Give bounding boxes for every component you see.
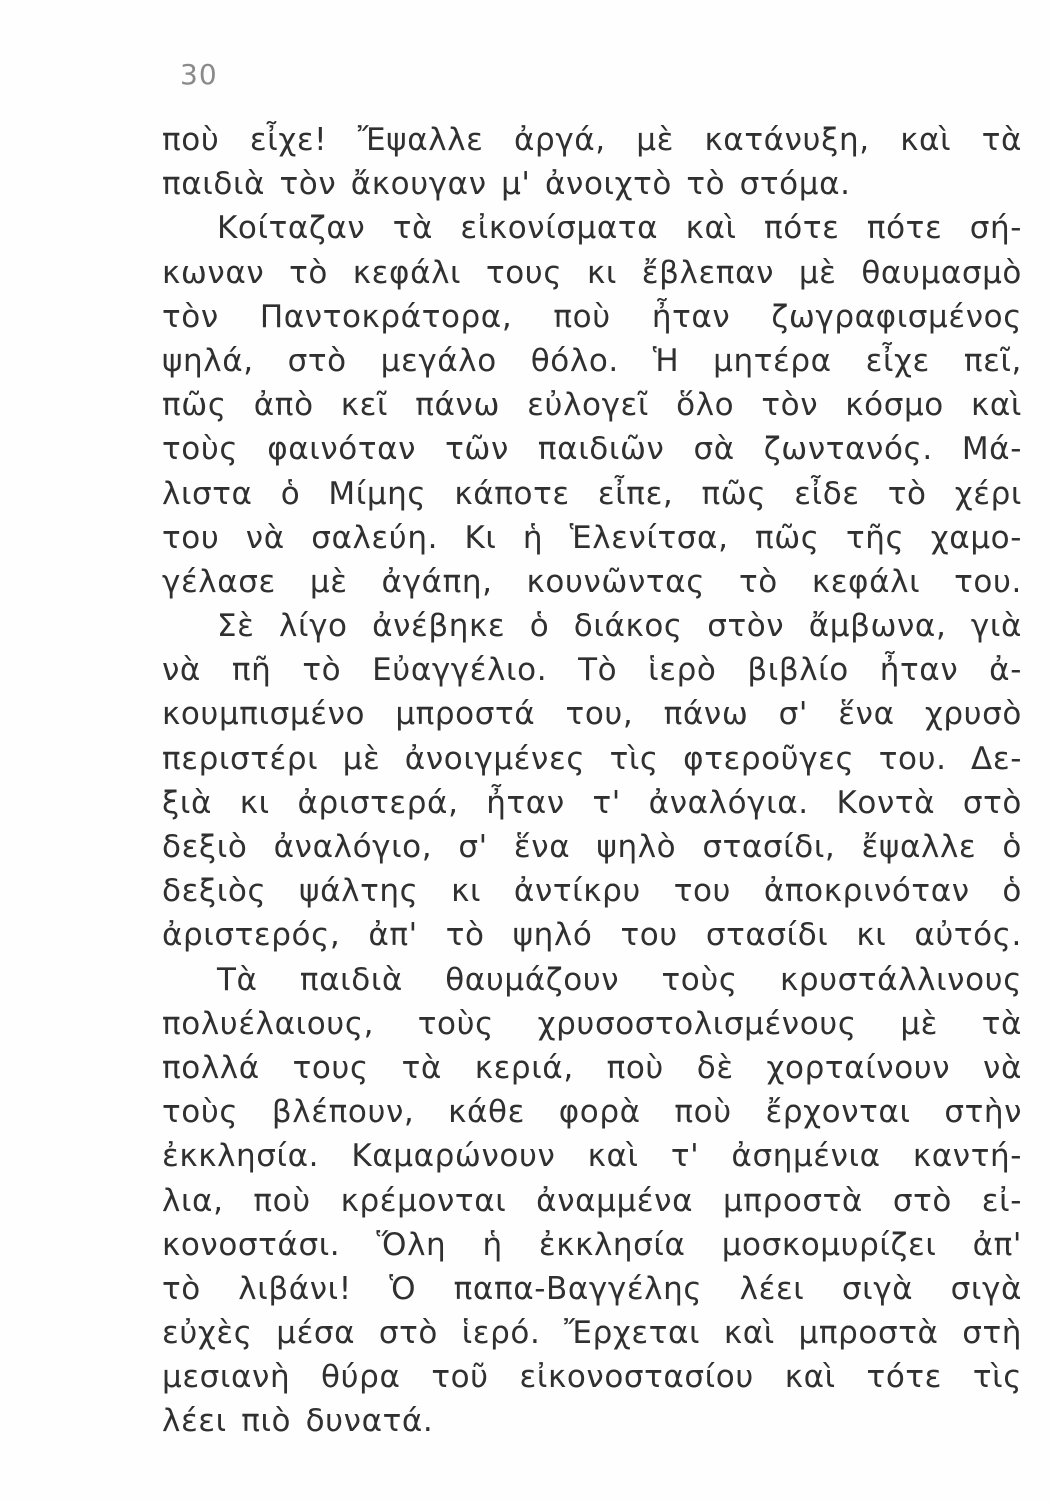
text-line: δεξιὸ ἀναλόγιο, σ' ἕνα ψηλὸ στασίδι, ἔψαλλε ὁ	[162, 829, 1022, 865]
text-line: πολυέλαιους, τοὺς χρυσοστολισμένους μὲ τὰ	[162, 1005, 1022, 1042]
text-line: λέει πιὸ δυνατά.	[162, 1403, 434, 1440]
text-line: Τὰ παιδιὰ θαυμάζουν τοὺς κρυστάλλινους	[217, 961, 1022, 998]
text-line: τὸν Παντοκράτορα, ποὺ ἦταν ζωγραφισμένος	[162, 298, 1022, 335]
text-line: κωναν τὸ κεφάλι τους κι ἔβλεπαν μὲ θαυμασμὸ	[162, 254, 1022, 291]
text-line: εὐχὲς μέσα στὸ ἱερό. Ἔρχεται καὶ μπροστὰ στὴ	[162, 1315, 1022, 1352]
text-line: Κοίταζαν τὰ εἰκονίσματα καὶ πότε πότε σή-	[217, 210, 1022, 247]
text-line: ξιὰ κι ἀριστερά, ἦταν τ' ἀναλόγια. Κοντὰ στὸ	[162, 784, 1022, 821]
text-line: περιστέρι μὲ ἀνοιγμένες τὶς φτεροῦγες του. Δε-	[162, 740, 1022, 777]
text-line: κονοστάσι. Ὅλη ἡ ἐκκλησία μοσκομυρίζει ἀπ'	[162, 1226, 1022, 1263]
text-line: πῶς ἀπὸ κεῖ πάνω εὐλογεῖ ὅλο τὸν κόσμο καὶ	[162, 387, 1022, 424]
text-line: δεξιὸς ψάλτης κι ἀντίκρυ του ἀποκρινόταν ὁ	[162, 873, 1022, 910]
text-line: ἀριστερός, ἀπ' τὸ ψηλό του στασίδι κι αὐτός.	[162, 917, 1022, 954]
text-line: λιστα ὁ Μίμης κάποτε εἶπε, πῶς εἶδε τὸ χέρι	[162, 475, 1022, 512]
text-line: του νὰ σαλεύη. Κι ἡ Ἑλενίτσα, πῶς τῆς χαμο-	[162, 519, 1022, 556]
text-line: γέλασε μὲ ἀγάπη, κουνῶντας τὸ κεφάλι του.	[162, 563, 1022, 600]
text-line: πολλά τους τὰ κεριά, ποὺ δὲ χορταίνουν νὰ	[162, 1049, 1022, 1086]
text-line: νὰ πῆ τὸ Εὐαγγέλιο. Τὸ ἱερὸ βιβλίο ἦταν ἀ-	[162, 652, 1022, 689]
text-line: Σὲ λίγο ἀνέβηκε ὁ διάκος στὸν ἄμβωνα, γιὰ	[217, 608, 1022, 645]
text-line: λια, ποὺ κρέμονται ἀναμμένα μπροστὰ στὸ εἰ-	[162, 1182, 1022, 1219]
text-line: ἐκκλησία. Καμαρώνουν καὶ τ' ἀσημένια καντή-	[162, 1138, 1022, 1175]
text-line: ποὺ εἶχε! Ἔψαλλε ἀργά, μὲ κατάνυξη, καὶ τὰ	[162, 122, 1022, 158]
text-line: μεσιανὴ θύρα τοῦ εἰκονοστασίου καὶ τότε τὶς	[162, 1359, 1022, 1396]
text-line: ψηλά, στὸ μεγάλο θόλο. Ἡ μητέρα εἶχε πεῖ,	[162, 342, 1022, 379]
page-number: 30	[180, 58, 218, 91]
body-text	[162, 118, 1022, 1444]
text-line: κουμπισμένο μπροστά του, πάνω σ' ἕνα χρυσὸ	[162, 696, 1022, 733]
text-line: παιδιὰ τὸν ἄκουγαν μ' ἀνοιχτὸ τὸ στόμα.	[162, 166, 851, 203]
text-line: τοὺς φαινόταν τῶν παιδιῶν σὰ ζωντανός. Μά-	[162, 431, 1022, 468]
text-line: τὸ λιβάνι! Ὁ παπα-Βαγγέλης λέει σιγὰ σιγὰ	[162, 1270, 1022, 1307]
text-line: τοὺς βλέπουν, κάθε φορὰ ποὺ ἔρχονται στὴν	[162, 1094, 1022, 1131]
